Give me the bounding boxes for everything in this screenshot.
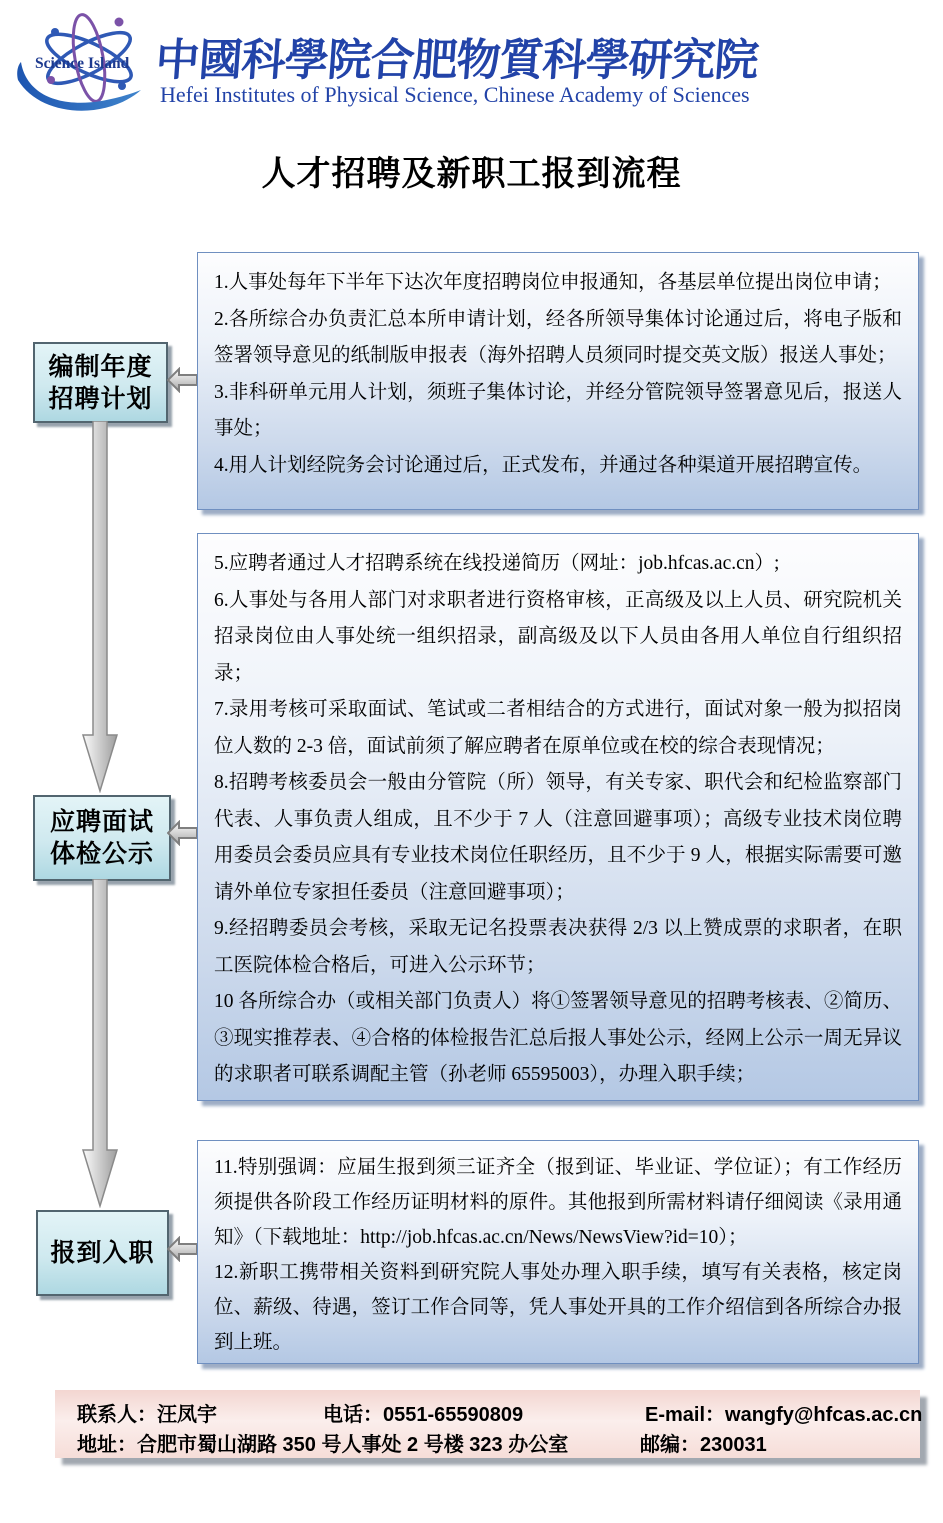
left-arrow-icon — [167, 820, 198, 846]
contact-phone: 电话：0551-65590809 — [323, 1404, 524, 1426]
panel-paragraph: 10 各所综合办（或相关部门负责人）将①签署领导意见的招聘考核表、②简历、③现实推荐表、④合格的体检报告汇总后报人事处公示，经网上公示一周无异议的求职者可联系调配主管（孙老师 65595003），办理入职手续； — [214, 991, 902, 1085]
contact-postcode: 邮编：230031 — [640, 1434, 767, 1456]
flow-step-label: 报到入职 — [50, 1239, 155, 1267]
electron-dot — [51, 28, 59, 36]
electron-dot — [118, 82, 126, 90]
flow-step-interview — [33, 795, 171, 881]
contact-info-bar — [55, 1390, 923, 1458]
flow-step-label: 应聘面试 — [49, 808, 154, 836]
panel-paragraph: 7.录用考核可采取面试、笔试或二者相结合的方式进行，面试对象一般为拟招岗位人数的 2-3 倍，面试前须了解应聘者在原单位或在校的综合表现情况； — [214, 699, 902, 757]
down-arrow-icon — [81, 879, 119, 1208]
panel-paragraph: 6.人事处与各用人部门对求职者进行资格审核，正高级及以上人员、研究院机关招录岗位由人事处统一组织招录，副高级及以下人员由各用人单位自行组织招录； — [214, 589, 902, 684]
contact-email: E-mail：wangfy@hfcas.ac.cn — [645, 1404, 923, 1426]
logo-text: Science Island — [35, 55, 130, 72]
page-title: 人才招聘及新职工报到流程 — [261, 156, 682, 193]
electron-dot — [115, 18, 124, 27]
left-arrow-icon — [167, 367, 198, 393]
panel-paragraph: 2.各所综合办负责汇总本所申请计划，经各所领导集体讨论通过后，将电子版和签署领导意见的纸制版申报表（海外招聘人员须同时提交英文版）报送人事处； — [214, 308, 902, 366]
flow-step-label: 招聘计划 — [48, 384, 153, 413]
science-island-logo — [15, 10, 155, 125]
flow-step-label: 编制年度 — [48, 352, 153, 381]
flow-step-label: 体检公示 — [49, 840, 154, 868]
panel-paragraph: 5.应聘者通过人才招聘系统在线投递简历（网址：job.hfcas.ac.cn）; — [214, 553, 780, 574]
panel-paragraph: 4.用人计划经院务会讨论通过后，正式发布，并通过各种渠道开展招聘宣传。 — [214, 454, 873, 476]
left-arrow-icon — [167, 1236, 198, 1262]
org-name-en: Hefei Institutes of Physical Science, Chinese Academy of Sciences — [160, 82, 750, 107]
panel-interview-process — [197, 533, 919, 1101]
panel-paragraph: 3.非科研单元用人计划，须班子集体讨论，并经分管院领导签署意见后，报送人事处； — [214, 381, 902, 439]
panel-paragraph: 1.人事处每年下半年下达次年度招聘岗位申报通知，各基层单位提出岗位申请； — [214, 272, 892, 293]
panel-paragraph: 8.招聘考核委员会一般由分管院（所）领导，有关专家、职代会和纪检监察部门代表、人事负责人组成，且不少于 7 人（注意回避事项）；高级专业技术岗位聘用委员会委员应具有专业技术岗位任职经历，且不少于 9 人，根据实际需要可邀请外单位专家担任委员（注意回避事项）； — [214, 772, 902, 903]
down-arrow-icon — [81, 421, 119, 793]
panel-recruitment-plan — [197, 252, 919, 510]
contact-address: 地址：合肥市蜀山湖路 350 号人事处 2 号楼 323 办公室 — [77, 1434, 569, 1456]
panel-onboarding — [197, 1140, 919, 1364]
electron-dot — [47, 76, 55, 84]
panel-paragraph: 12.新职工携带相关资料到研究院人事处办理入职手续，填写有关表格，核定岗位、薪级、待遇，签订工作合同等，凭人事处开具的工作介绍信到各所综合办报到上班。 — [214, 1262, 902, 1353]
panel-paragraph: 11.特别强调：应届生报到须三证齐全（报到证、毕业证、学位证）；有工作经历须提供各阶段工作经历证明材料的原件。其他报到所需材料请仔细阅读《录用通知》（下载地址：http://job.hfcas.ac.cn/News/NewsView?id=10）； — [214, 1157, 902, 1248]
panel-paragraph: 9.经招聘委员会考核，采取无记名投票表决获得 2/3 以上赞成票的求职者，在职工医院体检合格后，可进入公示环节； — [214, 918, 902, 976]
flow-step-plan — [33, 342, 168, 423]
org-name-cn: 中國科學院合肥物質科學研究院 — [153, 36, 760, 85]
contact-person: 联系人：汪凤宇 — [77, 1404, 217, 1426]
flow-step-onboarding — [36, 1210, 169, 1296]
